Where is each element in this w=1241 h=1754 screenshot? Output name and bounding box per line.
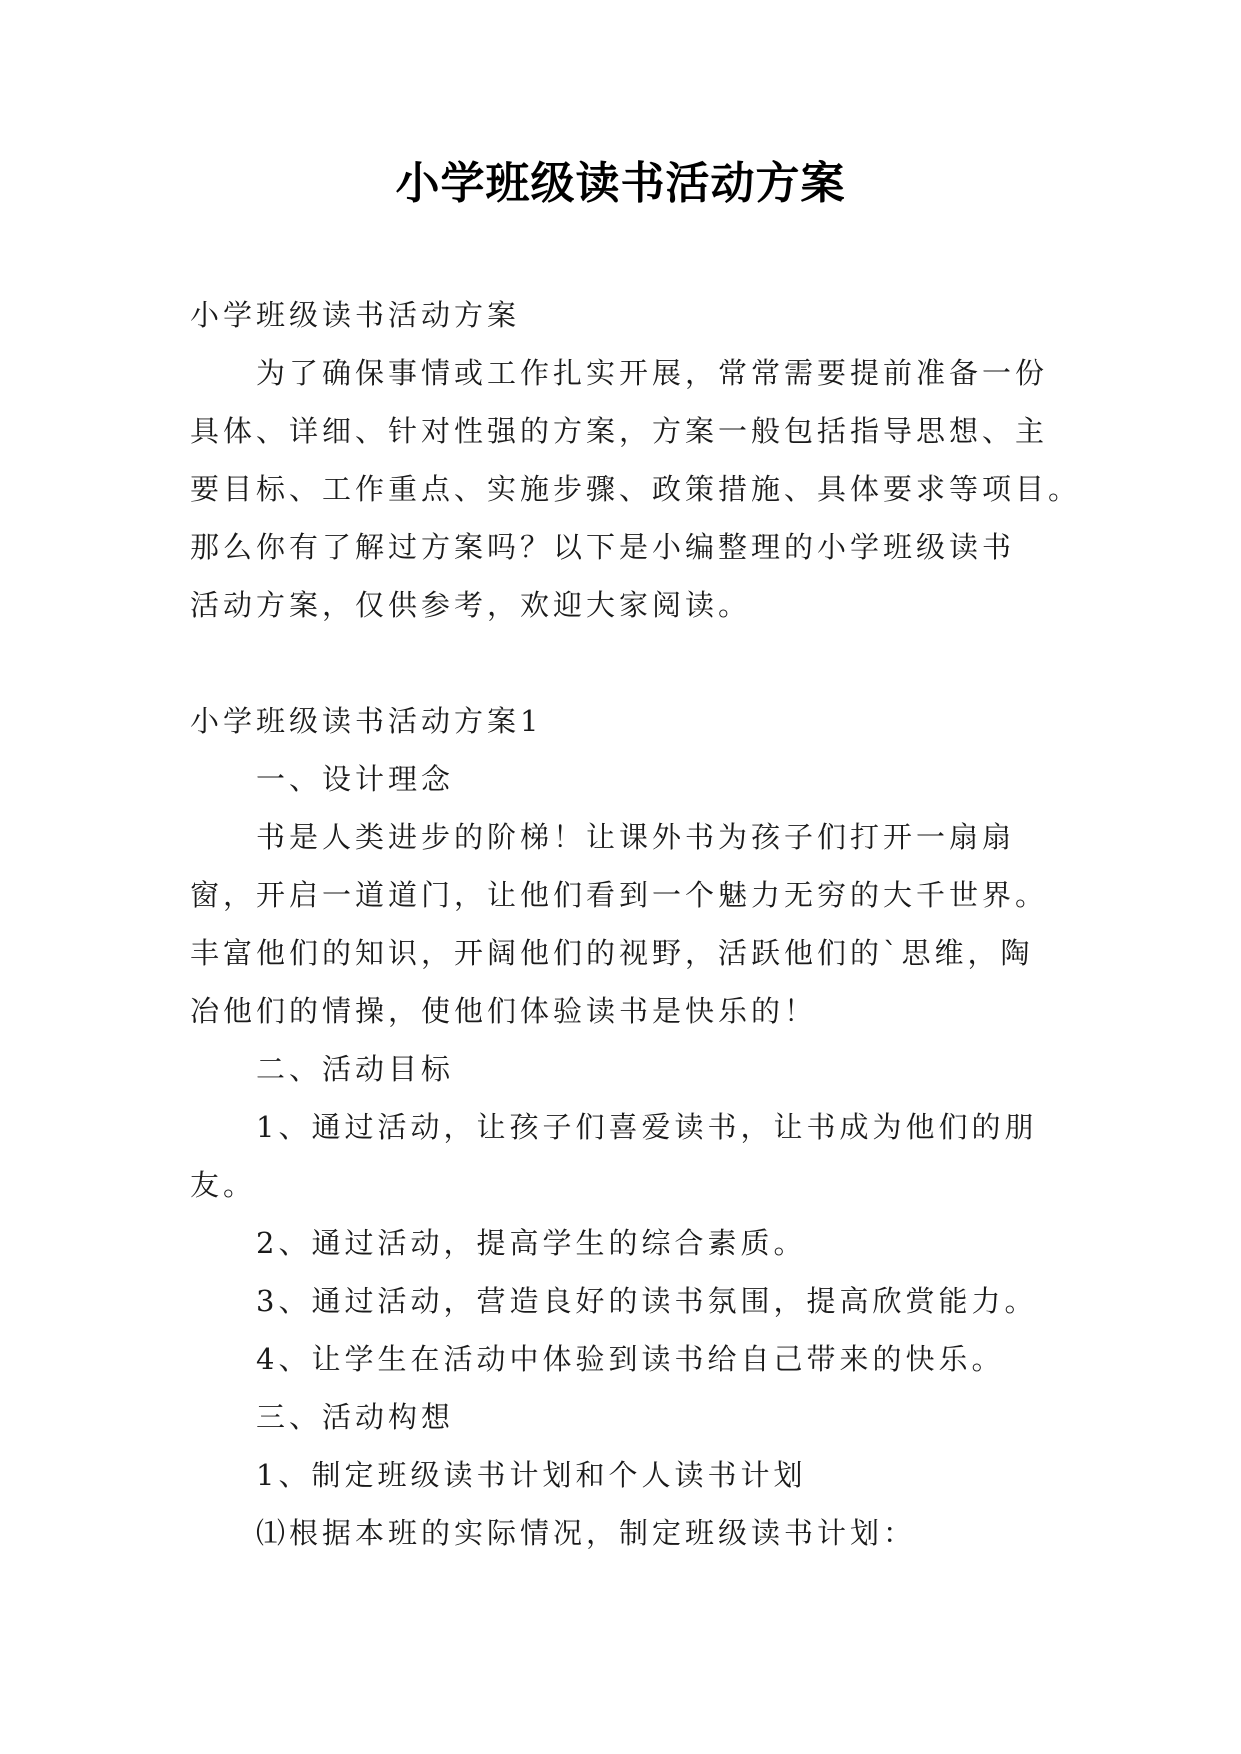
page-title: 小学班级读书活动方案 <box>395 158 846 209</box>
plan-heading: 小学班级读书活动方案1 <box>190 704 543 738</box>
section-heading: 一、设计理念 <box>256 762 455 796</box>
list-item: 3、通过活动，营造良好的读书氛围，提高欣赏能力。 <box>256 1284 1038 1318</box>
paragraph-line: 书是人类进步的阶梯！让课外书为孩子们打开一扇扇 <box>256 820 1016 854</box>
paragraph-line: 具体、详细、针对性强的方案，方案一般包括指导思想、主 <box>190 414 1049 448</box>
paragraph-line: 丰富他们的知识，开阔他们的视野，活跃他们的`思维，陶 <box>190 936 1034 970</box>
paragraph-line: 那么你有了解过方案吗？以下是小编整理的小学班级读书 <box>190 530 1016 564</box>
list-item: 1、通过活动，让孩子们喜爱读书，让书成为他们的朋 <box>256 1110 1038 1144</box>
paragraph-line: 为了确保事情或工作扎实开展，常常需要提前准备一份 <box>256 356 1049 390</box>
section-heading: 三、活动构想 <box>256 1400 455 1434</box>
paragraph-line: 冶他们的情操，使他们体验读书是快乐的！ <box>190 994 818 1028</box>
paragraph-line: 活动方案，仅供参考，欢迎大家阅读。 <box>190 588 752 622</box>
document-body <box>190 286 1190 1562</box>
list-item: 2、通过活动，提高学生的综合素质。 <box>256 1226 807 1260</box>
blank-line <box>190 634 1190 692</box>
intro-heading: 小学班级读书活动方案 <box>190 298 521 332</box>
list-item-continuation: 友。 <box>190 1168 257 1202</box>
paragraph-line: 要目标、工作重点、实施步骤、政策措施、具体要求等项目。 <box>190 472 1082 506</box>
section-heading: 二、活动目标 <box>256 1052 455 1086</box>
sub-list-item: ⑴根据本班的实际情况，制定班级读书计划： <box>256 1516 917 1550</box>
paragraph-line: 窗，开启一道道门，让他们看到一个魅力无穷的大千世界。 <box>190 878 1049 912</box>
list-item: 1、制定班级读书计划和个人读书计划 <box>256 1458 807 1492</box>
list-item: 4、让学生在活动中体验到读书给自己带来的快乐。 <box>256 1342 1005 1376</box>
